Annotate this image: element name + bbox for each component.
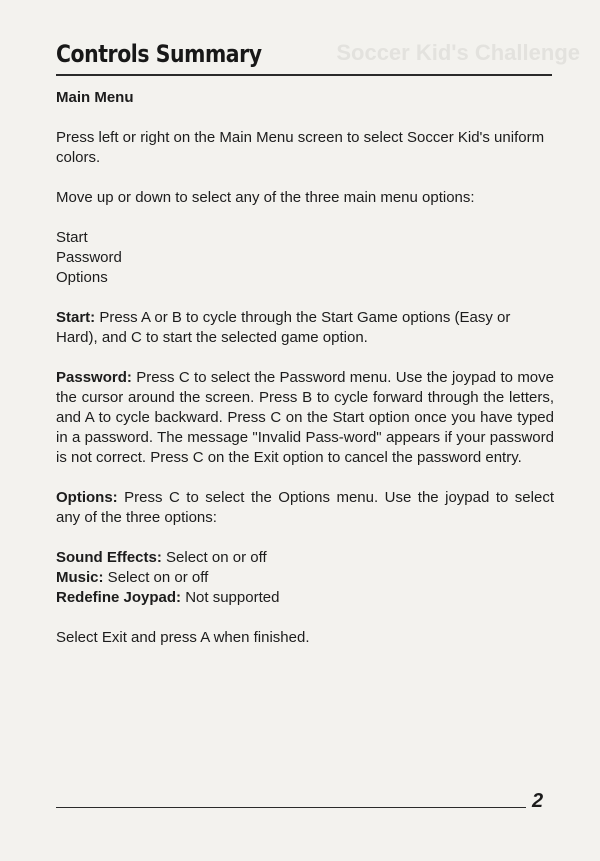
- password-label: Password:: [56, 369, 132, 386]
- title-rule: [56, 74, 552, 76]
- sound-effects-text: Select on or off: [161, 549, 267, 566]
- password-text: Press C to select the Password menu. Use the joypad to move the cursor around the screen. Press B to cycle forward through the letters, and A to cycle backward. Press C on the Start option once you have typed in a password. The message "Invalid Pass-word" appears if your password is not correct. Press C on the Exit option to cancel the password entry.: [56, 369, 554, 466]
- music-label: Music:: [56, 569, 104, 586]
- start-paragraph: [56, 308, 554, 348]
- main-menu-intro-2: Move up or down to select any of the three main menu options:: [56, 189, 475, 206]
- sound-effects-label: Sound Effects:: [56, 549, 162, 566]
- bleed-title: Soccer Kid's Challenge: [336, 40, 580, 65]
- content: [56, 88, 554, 648]
- options-text: Press C to select the Options menu. Use the joypad to select any of the three options:: [56, 489, 554, 526]
- start-text: Press A or B to cycle through the Start Game options (Easy or Hard), and C to start the selected game option.: [56, 309, 511, 346]
- menu-option-options: Options: [56, 269, 108, 286]
- page-title: Controls Summary: [56, 40, 262, 68]
- music-text: Select on or off: [103, 569, 209, 586]
- main-menu-heading: Main Menu: [56, 89, 134, 106]
- option-sound-effects: [56, 548, 554, 568]
- main-menu-intro-1: Press left or right on the Main Menu screen to select Soccer Kid's uniform colors.: [56, 129, 545, 166]
- option-redefine-joypad: [56, 588, 554, 608]
- redefine-joypad-label: Redefine Joypad:: [56, 589, 182, 606]
- menu-option-start: Start: [56, 229, 88, 246]
- options-closing: Select Exit and press A when finished.: [56, 629, 310, 646]
- options-label: Options:: [56, 489, 118, 506]
- options-paragraph: [56, 488, 554, 528]
- start-label: Start:: [56, 309, 96, 326]
- redefine-joypad-text: Not supported: [181, 589, 280, 606]
- password-paragraph: [56, 368, 554, 468]
- page-number: 2: [532, 790, 544, 812]
- menu-option-password: Password: [56, 249, 122, 266]
- footer-rule: [56, 807, 526, 808]
- option-music: [56, 568, 554, 588]
